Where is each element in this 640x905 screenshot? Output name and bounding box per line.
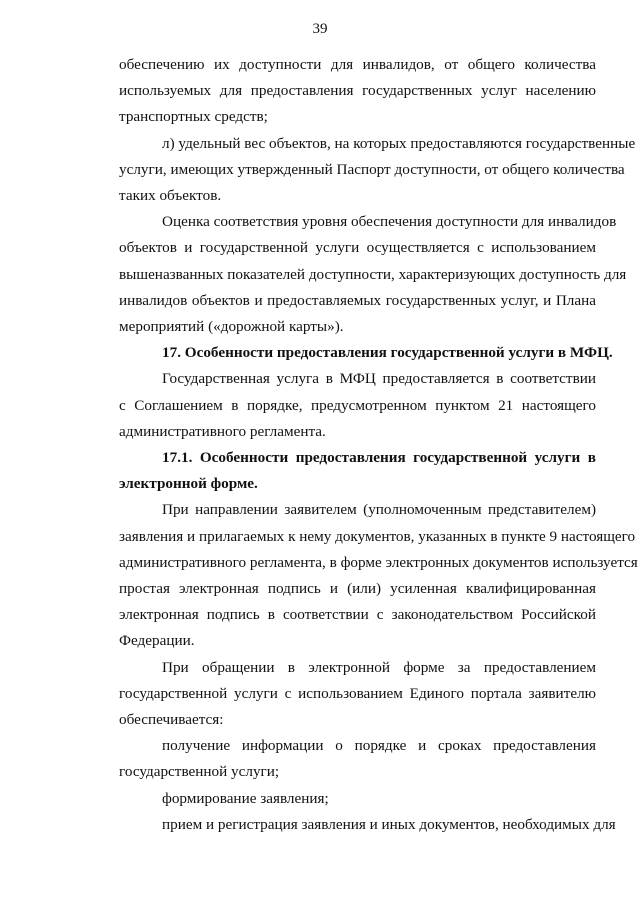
text-line: простая электронная подпись и (или) усиленная квалифицированная	[119, 580, 596, 598]
text-line: транспортных средств;	[119, 108, 268, 126]
text-line: заявления и прилагаемых к нему документов, указанных в пункте 9 настоящего	[119, 527, 636, 545]
text-line: вышеназванных показателей доступности, характеризующих доступность для	[119, 265, 627, 283]
paragraph	[76, 209, 627, 340]
text-line: Государственная услуга в МФЦ предоставляется в соответствии	[162, 370, 596, 388]
text-line: При обращении в электронной форме за предоставлением	[162, 658, 596, 676]
text-line: Федерации.	[119, 632, 195, 650]
text-line: услуги, имеющих утвержденный Паспорт доступности, от общего количества	[119, 160, 625, 178]
text-line: таких объектов.	[119, 187, 222, 205]
text-line: государственной услуги;	[119, 763, 280, 781]
paragraph	[76, 131, 636, 210]
paragraph	[76, 52, 596, 131]
text-line: формирование заявления;	[162, 789, 329, 807]
section-heading	[76, 340, 613, 366]
text-line: используемых для предоставления государственных услуг населению	[119, 82, 596, 100]
paragraph	[76, 497, 638, 654]
text-line: административного регламента.	[119, 422, 326, 440]
paragraph	[76, 366, 596, 445]
document-body	[76, 52, 638, 838]
text-line: обеспечению их доступности для инвалидов, от общего количества	[119, 56, 596, 73]
section-heading	[76, 445, 596, 497]
text-line: прием и регистрация заявления и иных документов, необходимых для	[162, 815, 616, 833]
text-line: инвалидов объектов и предоставляемых государственных услуг, и Плана	[119, 291, 596, 309]
text-line: л) удельный вес объектов, на которых предоставляются государственные	[162, 134, 636, 152]
text-line: электронной форме.	[119, 475, 258, 493]
paragraph	[76, 786, 596, 812]
paragraph	[76, 812, 616, 838]
text-line: 17. Особенности предоставления государственной услуги в МФЦ.	[162, 344, 613, 362]
page-number: 39	[312, 21, 328, 37]
text-line: обеспечивается:	[119, 711, 224, 729]
paragraph	[76, 655, 596, 734]
text-line: При направлении заявителем (уполномоченным представителем)	[162, 501, 596, 519]
text-line: 17.1. Особенности предоставления государственной услуги в	[162, 449, 596, 467]
text-line: получение информации о порядке и сроках предоставления	[162, 737, 596, 755]
text-line: государственной услуги с использованием Единого портала заявителю	[119, 684, 596, 702]
text-line: Оценка соответствия уровня обеспечения доступности для инвалидов	[162, 213, 617, 231]
text-line: административного регламента, в форме электронных документов используется	[119, 553, 638, 571]
text-line: мероприятий («дорожной карты»).	[119, 318, 344, 336]
paragraph	[76, 733, 596, 785]
text-line: с Соглашением в порядке, предусмотренном пунктом 21 настоящего	[119, 396, 596, 414]
text-line: электронная подпись в соответствии с законодательством Российской	[119, 606, 596, 624]
text-line: объектов и государственной услуги осуществляется с использованием	[119, 239, 596, 257]
